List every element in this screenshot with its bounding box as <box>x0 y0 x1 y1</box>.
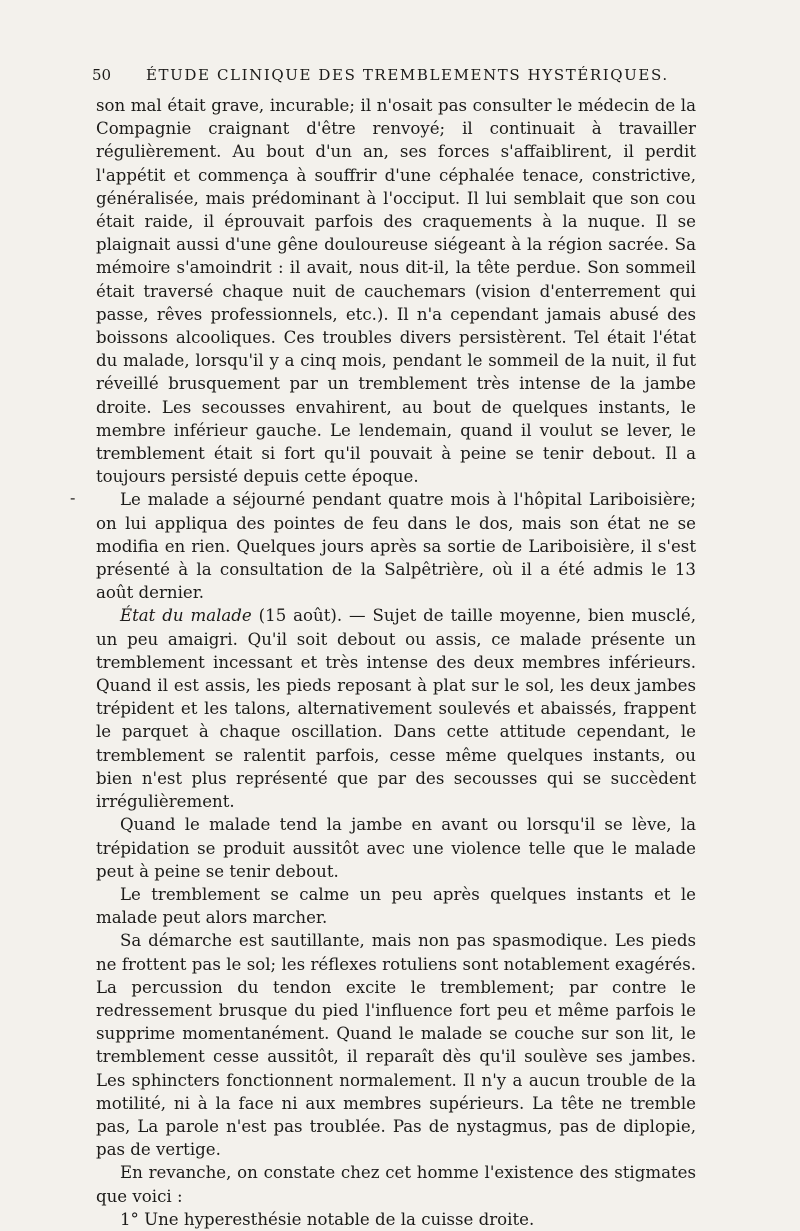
paragraph-2: Le malade a séjourné pendant quatre mois à l'hôpital Lariboisière; on lui appliqua des pointes de feu dans le dos, mais son état ne se modifia en rien. Quelques jours après sa sortie de Lariboisière, il s'est présenté à la consultation de la Salpêtrière, où il a été admis le 13 août dernier. <box>96 490 696 603</box>
paragraph-7: En revanche, on constate chez cet homme l'existence des stigmates que voici : <box>96 1163 696 1206</box>
paragraph-8: 1° Une hyperesthésie notable de la cuisse droite. <box>120 1209 535 1229</box>
paragraph-5: Le tremblement se calme un peu après quelques instants et le malade peut alors marcher. <box>96 884 696 928</box>
paragraph-4: Quand le malade tend la jambe en avant ou lorsqu'il se lève, la trépidation se produit aussitôt avec une violence telle que le malade peut à peine se tenir debout. <box>96 815 696 881</box>
paragraph-3 <box>96 604 696 813</box>
margin-mark: - <box>70 488 76 507</box>
body-text <box>96 94 696 1231</box>
paragraph-6: Sa démarche est sautillante, mais non pas spasmodique. Les pieds ne frottent pas le sol; les réflexes rotuliens sont notablement exagérés. La percussion du tendon excite le tremblement; par contre le redressement brusque du pied l'influence fort peu et même parfois le supprime momentanément. Quand le malade se couche sur son lit, le tremblement cesse aussitôt, il reparaît dès qu'il soulève ses jambes. Les sphincters fonctionnent normalement. Il n'y a aucun trouble de la motilité, ni à la face ni aux membres supérieurs. La tête ne tremble pas, La parole n'est pas troublée. Pas de nystagmus, pas de diplopie, pas de vertige. <box>96 931 696 1160</box>
running-header <box>92 66 696 94</box>
paragraph-3-text: (15 août). — Sujet de taille moyenne, bien musclé, un peu amaigri. Qu'il soit debout ou assis, ce malade présente un tremblement incessant et très intense des deux membres inférieurs. Quand il est assis, les pieds reposant à plat sur le sol, les deux jambes trépident et les talons, alternativement soulevés et abaissés, frappent le parquet à chaque oscillation. Dans cette attitude cependant, le tremblement se ralentit parfois, cesse même quelques instants, ou bien n'est plus représenté que par des secousses qui se succèdent irrégulièrement. <box>96 606 696 812</box>
page-number: 50 <box>92 66 112 84</box>
paragraph-1: son mal était grave, incurable; il n'osait pas consulter le médecin de la Compagnie craignant d'être renvoyé; il continuait à travailler régulièrement. Au bout d'un an, ses forces s'affaiblirent, il perdit l'appétit et commença à souffrir d'une céphalée tenace, constrictive, généralisée, mais prédominant à l'occiput. Il lui semblait que son cou était raide, il éprouvait parfois des craquements à la nuque. Il se plaignait aussi d'une gêne douloureuse siégeant à la région sacrée. Sa mémoire s'amoindrit : il avait, nous dit-il, la tête perdue. Son sommeil était traversé chaque nuit de cauchemars (vision d'enterrement qui passe, rêves professionnels, etc.). Il n'a cependant jamais abusé des boissons alcooliques. Ces troubles divers persistèrent. Tel était l'état du malade, lorsqu'il y a cinq mois, pendant le sommeil de la nuit, il fut réveillé brusquement par un tremblement très intense de la jambe droite. Les secousses envahirent, au bout de quelques instants, le membre inférieur gauche. Le lendemain, quand il voulut se lever, le tremblement était si fort qu'il pouvait à peine se tenir debout. Il a toujours persisté depuis cette époque. <box>96 96 696 487</box>
section-lead: État du malade <box>120 606 252 626</box>
running-title: ÉTUDE CLINIQUE DES TREMBLEMENTS HYSTÉRIQUES. <box>146 66 669 84</box>
